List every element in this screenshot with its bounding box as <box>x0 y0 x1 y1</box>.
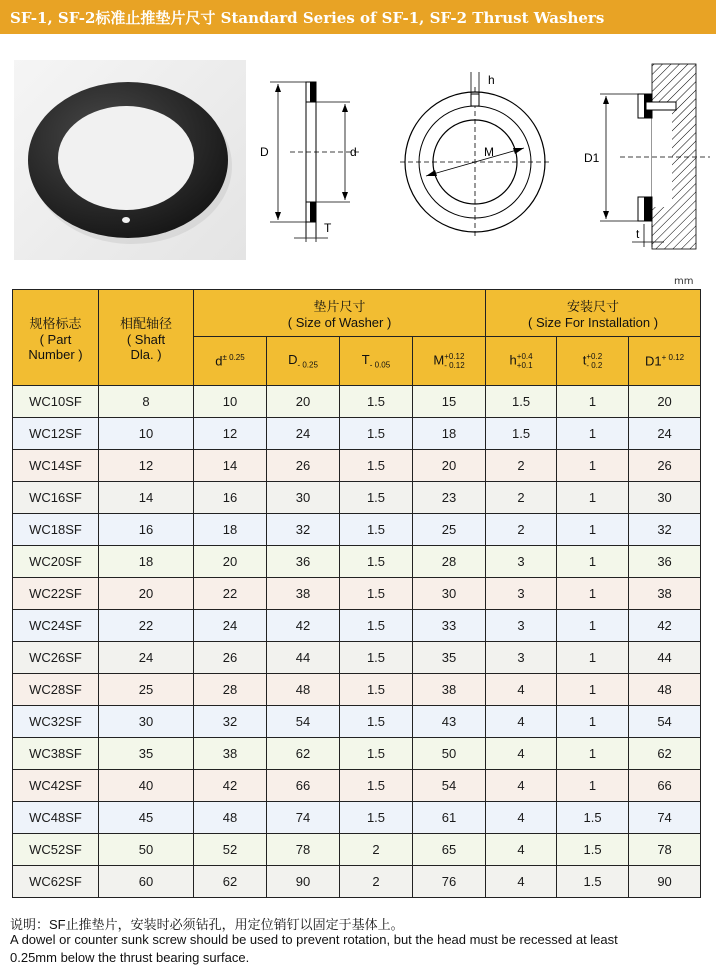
table-cell: 28 <box>194 674 267 706</box>
table-cell: 1 <box>557 610 629 642</box>
table-cell: 48 <box>267 674 340 706</box>
table-cell: 18 <box>413 418 486 450</box>
table-cell: 2 <box>486 482 557 514</box>
table-cell: 78 <box>629 834 701 866</box>
header-shaft-dia: 相配轴径 ( Shaft Dla. ) <box>99 290 194 386</box>
table-cell: 1 <box>557 546 629 578</box>
dimension-table <box>12 289 701 898</box>
table-cell: 66 <box>629 770 701 802</box>
table-cell: 1.5 <box>340 482 413 514</box>
table-cell: 1.5 <box>340 706 413 738</box>
note-english-line1: A dowel or counter sunk screw should be used to prevent rotation, but the head must be recessed at least <box>10 932 618 947</box>
table-cell: 1 <box>557 482 629 514</box>
cell-part-number: WC28SF <box>13 674 99 706</box>
header-install-size: 安装尺寸 ( Size For Installation ) <box>486 290 701 337</box>
page-title: SF-1, SF-2标准止推垫片尺寸 Standard Series of SF-1, SF-2 Thrust Washers <box>10 9 605 27</box>
label-T: T <box>324 221 332 235</box>
table-cell: 24 <box>629 418 701 450</box>
table-cell: 26 <box>629 450 701 482</box>
table-cell: 2 <box>486 514 557 546</box>
table-cell: 54 <box>413 770 486 802</box>
table-cell: 12 <box>194 418 267 450</box>
table-cell: 43 <box>413 706 486 738</box>
label-M: M <box>484 145 494 159</box>
cell-part-number: WC20SF <box>13 546 99 578</box>
table-row <box>13 706 701 738</box>
table-cell: 14 <box>99 482 194 514</box>
cell-part-number: WC16SF <box>13 482 99 514</box>
table-cell: 24 <box>99 642 194 674</box>
washer-face-view <box>400 72 550 237</box>
table-cell: 18 <box>194 514 267 546</box>
table-cell: 38 <box>194 738 267 770</box>
table-cell: 3 <box>486 546 557 578</box>
table-cell: 15 <box>413 386 486 418</box>
note-english-line2: 0.25mm below the thrust bearing surface. <box>10 950 250 965</box>
table-cell: 20 <box>194 546 267 578</box>
table-cell: 65 <box>413 834 486 866</box>
table-cell: 4 <box>486 674 557 706</box>
cell-part-number: WC42SF <box>13 770 99 802</box>
table-cell: 50 <box>413 738 486 770</box>
table-cell: 62 <box>629 738 701 770</box>
table-row <box>13 386 701 418</box>
table-cell: 20 <box>99 578 194 610</box>
table-cell: 48 <box>194 802 267 834</box>
label-D: D <box>260 145 269 159</box>
table-cell: 42 <box>194 770 267 802</box>
table-cell: 1.5 <box>486 418 557 450</box>
table-cell: 2 <box>340 834 413 866</box>
cell-part-number: WC52SF <box>13 834 99 866</box>
table-cell: 16 <box>194 482 267 514</box>
table-cell: 4 <box>486 706 557 738</box>
cell-part-number: WC38SF <box>13 738 99 770</box>
unit-label: mm <box>674 276 694 287</box>
header-D1: $D1^{+ 0.12}$ <box>629 337 701 386</box>
table-cell: 1 <box>557 738 629 770</box>
table-cell: 20 <box>413 450 486 482</box>
table-cell: 3 <box>486 642 557 674</box>
header-M: M+0.12 - 0.12 <box>413 337 486 386</box>
table-row <box>13 802 701 834</box>
table-cell: 16 <box>99 514 194 546</box>
table-cell: 8 <box>99 386 194 418</box>
table-row <box>13 514 701 546</box>
table-cell: 1.5 <box>340 610 413 642</box>
table-cell: 38 <box>629 578 701 610</box>
label-D1: D1 <box>584 151 600 165</box>
table-cell: 42 <box>267 610 340 642</box>
table-cell: 25 <box>413 514 486 546</box>
label-t: t <box>636 227 640 241</box>
table-cell: 90 <box>267 866 340 898</box>
table-row <box>13 674 701 706</box>
table-cell: 1.5 <box>557 834 629 866</box>
table-cell: 1.5 <box>340 546 413 578</box>
washer-photo-image <box>14 60 246 260</box>
cell-part-number: WC18SF <box>13 514 99 546</box>
note-chinese: 说明：SF止推垫片，安装时必须钻孔，用定位销钉以固定于基体上。 <box>10 917 404 932</box>
technical-drawings <box>250 52 710 262</box>
table-cell: 66 <box>267 770 340 802</box>
table-cell: 10 <box>99 418 194 450</box>
cell-part-number: WC14SF <box>13 450 99 482</box>
table-row <box>13 642 701 674</box>
table-cell: 42 <box>629 610 701 642</box>
table-cell: 1.5 <box>340 674 413 706</box>
table-cell: 54 <box>267 706 340 738</box>
table-row <box>13 450 701 482</box>
table-row <box>13 738 701 770</box>
table-cell: 62 <box>194 866 267 898</box>
header-T: $T_{- 0.05}$ <box>340 337 413 386</box>
technical-drawings-svg <box>250 52 710 262</box>
table-cell: 4 <box>486 738 557 770</box>
header-part-number: 规格标志 ( Part Number ) <box>13 290 99 386</box>
cell-part-number: WC24SF <box>13 610 99 642</box>
table-cell: 2 <box>486 450 557 482</box>
table-cell: 3 <box>486 578 557 610</box>
table-cell: 52 <box>194 834 267 866</box>
cell-part-number: WC12SF <box>13 418 99 450</box>
table-cell: 45 <box>99 802 194 834</box>
table-cell: 26 <box>267 450 340 482</box>
washer-photo <box>14 60 246 260</box>
table-row <box>13 418 701 450</box>
table-cell: 20 <box>629 386 701 418</box>
table-cell: 4 <box>486 770 557 802</box>
header-h: h+0.4 +0.1 <box>486 337 557 386</box>
table-cell: 48 <box>629 674 701 706</box>
table-cell: 36 <box>629 546 701 578</box>
table-row <box>13 834 701 866</box>
table-cell: 33 <box>413 610 486 642</box>
table-cell: 25 <box>99 674 194 706</box>
table-cell: 90 <box>629 866 701 898</box>
cell-part-number: WC48SF <box>13 802 99 834</box>
table-cell: 1 <box>557 642 629 674</box>
table-row <box>13 546 701 578</box>
header-D: $D_{- 0.25}$ <box>267 337 340 386</box>
table-cell: 1.5 <box>340 386 413 418</box>
table-cell: 78 <box>267 834 340 866</box>
cell-part-number: WC32SF <box>13 706 99 738</box>
table-cell: 26 <box>194 642 267 674</box>
table-cell: 1.5 <box>340 642 413 674</box>
table-cell: 4 <box>486 866 557 898</box>
table-row <box>13 482 701 514</box>
label-h: h <box>488 73 495 87</box>
table-cell: 36 <box>267 546 340 578</box>
table-cell: 1.5 <box>486 386 557 418</box>
table-cell: 32 <box>267 514 340 546</box>
table-cell: 1 <box>557 514 629 546</box>
table-cell: 1.5 <box>340 802 413 834</box>
label-d: d <box>350 145 357 159</box>
table-cell: 3 <box>486 610 557 642</box>
table-cell: 44 <box>629 642 701 674</box>
table-cell: 61 <box>413 802 486 834</box>
table-cell: 38 <box>413 674 486 706</box>
table-cell: 62 <box>267 738 340 770</box>
table-cell: 1.5 <box>340 514 413 546</box>
table-cell: 1 <box>557 450 629 482</box>
table-cell: 18 <box>99 546 194 578</box>
table-cell: 76 <box>413 866 486 898</box>
table-cell: 40 <box>99 770 194 802</box>
table-cell: 74 <box>629 802 701 834</box>
table-cell: 35 <box>99 738 194 770</box>
table-cell: 22 <box>99 610 194 642</box>
table-cell: 1 <box>557 770 629 802</box>
header-d: $d^{\pm 0.25}$ <box>194 337 267 386</box>
table-cell: 30 <box>99 706 194 738</box>
table-cell: 1 <box>557 418 629 450</box>
table-cell: 1.5 <box>340 450 413 482</box>
table-cell: 1.5 <box>557 802 629 834</box>
washer-section-view <box>260 82 360 242</box>
table-row <box>13 866 701 898</box>
table-cell: 22 <box>194 578 267 610</box>
cell-part-number: WC22SF <box>13 578 99 610</box>
table-cell: 30 <box>267 482 340 514</box>
table-cell: 60 <box>99 866 194 898</box>
table-cell: 10 <box>194 386 267 418</box>
table-cell: 1 <box>557 674 629 706</box>
table-cell: 23 <box>413 482 486 514</box>
table-cell: 74 <box>267 802 340 834</box>
table-row <box>13 578 701 610</box>
table-cell: 28 <box>413 546 486 578</box>
table-cell: 30 <box>629 482 701 514</box>
table-cell: 20 <box>267 386 340 418</box>
table-cell: 50 <box>99 834 194 866</box>
table-cell: 1.5 <box>340 738 413 770</box>
table-cell: 1.5 <box>557 866 629 898</box>
table-cell: 4 <box>486 834 557 866</box>
table-cell: 24 <box>267 418 340 450</box>
cell-part-number: WC62SF <box>13 866 99 898</box>
table-row <box>13 610 701 642</box>
table-cell: 38 <box>267 578 340 610</box>
table-cell: 35 <box>413 642 486 674</box>
cell-part-number: WC10SF <box>13 386 99 418</box>
table-row <box>13 770 701 802</box>
table-cell: 12 <box>99 450 194 482</box>
table-body <box>13 386 701 898</box>
title-bar <box>0 0 716 34</box>
table-cell: 24 <box>194 610 267 642</box>
table-cell: 30 <box>413 578 486 610</box>
header-t: t+0.2 - 0.2 <box>557 337 629 386</box>
table-cell: 1.5 <box>340 770 413 802</box>
table-cell: 44 <box>267 642 340 674</box>
table-cell: 54 <box>629 706 701 738</box>
table-cell: 32 <box>629 514 701 546</box>
cell-part-number: WC26SF <box>13 642 99 674</box>
table-cell: 1.5 <box>340 418 413 450</box>
header-washer-size: 垫片尺寸 ( Size of Washer ) <box>194 290 486 337</box>
table-cell: 32 <box>194 706 267 738</box>
table-cell: 14 <box>194 450 267 482</box>
table-cell: 4 <box>486 802 557 834</box>
table-cell: 1.5 <box>340 578 413 610</box>
table-cell: 2 <box>340 866 413 898</box>
installation-view <box>584 64 710 249</box>
table-cell: 1 <box>557 578 629 610</box>
table-cell: 1 <box>557 386 629 418</box>
table-cell: 1 <box>557 706 629 738</box>
